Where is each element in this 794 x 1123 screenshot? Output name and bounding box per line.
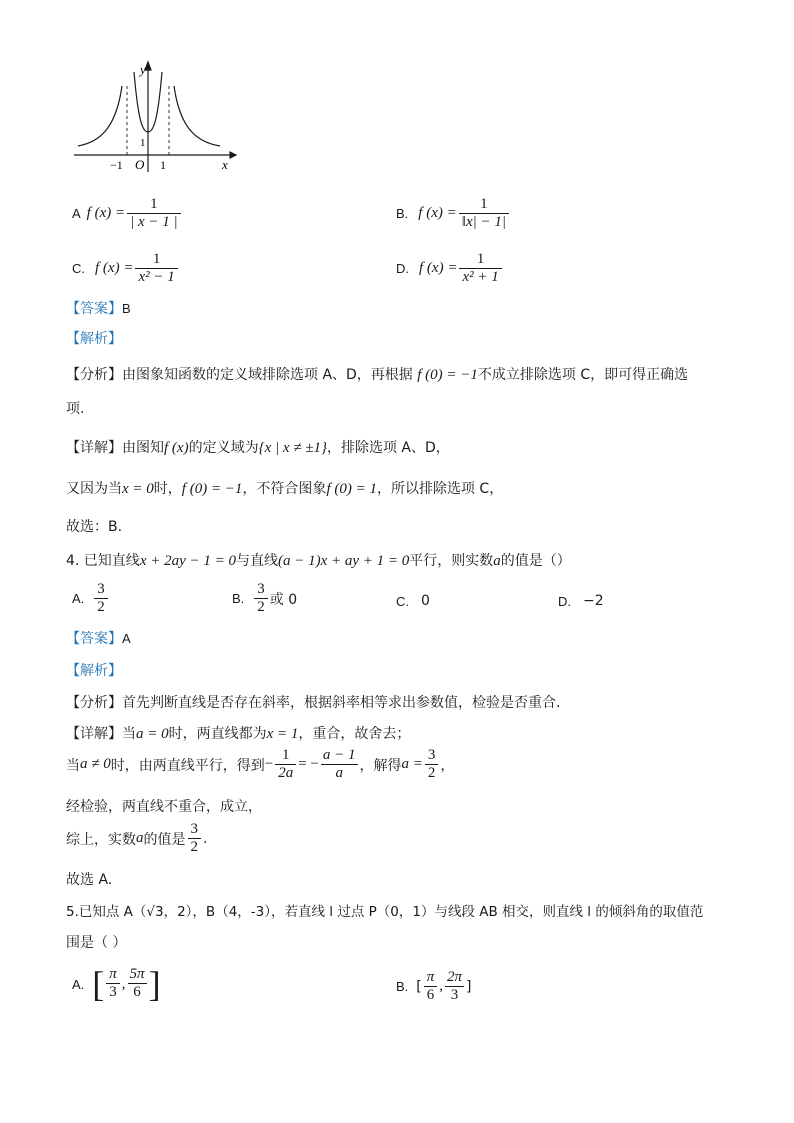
q5-opt-b-frac1: $\frac{\pi}{6}$ xyxy=(424,970,438,1004)
q3-option-d xyxy=(396,252,504,286)
q4-xj-2-frac3: $\frac{3}{2}$ xyxy=(425,748,439,782)
q3-option-c-frac: $\frac{1}{\text{x² − 1}}$ xyxy=(135,252,177,286)
q4-answer-line xyxy=(66,628,131,648)
q3-xj-2c: ，不符合图象 xyxy=(242,481,327,497)
q3-xj-1b: 的定义域为 xyxy=(188,440,259,456)
q3-option-c xyxy=(72,252,180,286)
q3-xj-1a: 由图知 xyxy=(122,440,164,456)
q3-option-b-func: f (x) = xyxy=(418,205,457,222)
q4-option-b xyxy=(232,582,297,616)
q4-opt-b-label: B. xyxy=(232,591,245,607)
q4-line2: (a − 1)x + ay + 1 = 0 xyxy=(278,553,410,569)
q4-xj-2-frac2: $\frac{a - 1}{a}$ xyxy=(322,747,356,781)
q3-fenxi-line-2: 项. xyxy=(66,401,85,417)
q4-xj-4a: 综上，实数 xyxy=(66,831,136,848)
q4-stem-c: 平行，则实数 xyxy=(409,553,494,569)
q4-fenxi-tag: 【分析】 xyxy=(66,695,122,711)
q5-opt-a-frac1: $\frac{\pi}{3}$ xyxy=(106,967,120,1001)
q5-stem-2: 围是（ ） xyxy=(66,935,127,951)
q4-opt-a-label: A. xyxy=(72,591,85,607)
q3-analysis-tag: 【解析】 xyxy=(66,331,122,347)
q4-fenxi: 首先判断直线是否存在斜率，根据斜率相等求出参数值，检验是否重合. xyxy=(122,695,561,711)
q5-opt-b-label: B. xyxy=(396,979,409,995)
q4-answer-tag: 【答案】 xyxy=(66,631,122,647)
q4-xiangjie-line-4 xyxy=(66,822,207,856)
q4-xj-2neg: − xyxy=(264,756,274,773)
q4-answer: A xyxy=(122,631,131,646)
q4-xiangjie-line-3: 经检验，两直线不重合，成立， xyxy=(66,799,262,815)
q4-xj-1m: a = 0 xyxy=(136,726,169,742)
q3-xj-2m1: x = 0 xyxy=(122,481,154,497)
q4-xj-4c: . xyxy=(203,830,208,847)
q4-xj-2m3: a = xyxy=(401,756,423,773)
q4-stem-b: 与直线 xyxy=(236,553,278,569)
q3-option-c-label: C. xyxy=(72,261,85,277)
y-tick-1: 1 xyxy=(140,137,146,149)
function-graph xyxy=(70,58,240,178)
q4-choose: 故选 A. xyxy=(66,872,113,888)
q5-opt-a-frac2: $\frac{5\pi}{6}$ xyxy=(129,966,145,1000)
q4-xj-1m2: x = 1 xyxy=(266,726,299,742)
q4-opt-c-val: 0 xyxy=(421,593,430,609)
q4-opt-d-label: D. xyxy=(558,593,571,609)
q3-option-a-func: f (x) = xyxy=(86,205,126,222)
q3-option-d-label: D. xyxy=(396,261,409,277)
q4-fenxi-line xyxy=(66,692,560,712)
q4-xiangjie-tag: 【详解】 xyxy=(66,726,122,742)
q4-xj-2eq: = − xyxy=(298,756,319,773)
q4-stem-d: 的值是（） xyxy=(500,553,571,569)
x-label: x xyxy=(222,157,228,172)
q3-xj-1math: f (x) xyxy=(164,440,189,456)
curve-right xyxy=(174,86,220,146)
q4-opt-a-frac: $\frac{3}{2}$ xyxy=(94,582,108,616)
q3-fenxi-tag: 【分析】 xyxy=(66,367,122,383)
q3-option-a-label: A xyxy=(72,206,81,222)
q3-xj-2b: 时， xyxy=(153,481,182,497)
q4-opt-c-label: C. xyxy=(396,593,409,609)
q4-xj-2m: a ≠ 0 xyxy=(80,756,111,773)
q3-fenxi-line xyxy=(66,364,688,384)
q4-option-a xyxy=(72,582,110,616)
q3-option-a xyxy=(72,197,183,231)
tick-neg1: −1 xyxy=(110,158,123,172)
q3-option-c-func: f (x) = xyxy=(95,260,134,277)
q4-opt-d-val: −2 xyxy=(583,593,604,609)
q3-choose: 故选：B. xyxy=(66,519,123,535)
q3-option-b-frac: $\frac{1}{‖x| - 1|}$ xyxy=(459,197,509,231)
y-axis-arrow xyxy=(145,62,151,70)
q4-opt-b-frac: $\frac{3}{2}$ xyxy=(254,582,268,616)
q3-xj-2a: 又因为当 xyxy=(66,481,122,497)
q3-option-b-label: B. xyxy=(396,206,409,222)
q3-fenxi-1: 由图象知函数的定义域排除选项 A、D，再根据 xyxy=(122,367,413,383)
q3-option-d-func: f (x) = xyxy=(419,260,458,277)
q4-stem-a: 4. 已知直线 xyxy=(66,553,140,569)
q5-opt-a-label: A. xyxy=(72,976,85,992)
q5-opt-b-frac2: $\frac{2\pi}{3}$ xyxy=(447,969,463,1003)
tick-pos1: 1 xyxy=(160,158,166,172)
q3-xj-2d: ，所以排除选项 C， xyxy=(376,481,504,497)
q4-line1: x + 2ay − 1 = 0 xyxy=(139,553,236,569)
x-axis-arrow xyxy=(230,152,236,158)
q3-xj-2m3: f (0) = 1 xyxy=(326,481,377,497)
q4-xj-4b: 的值是 xyxy=(143,831,186,848)
q4-var-a: a xyxy=(493,553,501,569)
q4-xj-1b: 时，两直线都为 xyxy=(168,726,267,742)
q4-xj-2a: 当 xyxy=(66,757,80,774)
q3-answer: B xyxy=(122,301,131,316)
q5-option-a: A. [ $\frac{\pi}{3}$ , $\frac{5\pi}{6}$ ] xyxy=(72,964,161,1004)
q4-xj-4m: a xyxy=(136,830,144,847)
q3-xj-2m2: f (0) = −1 xyxy=(181,481,243,497)
q4-xiangjie-line xyxy=(66,723,410,743)
origin-label: O xyxy=(135,157,145,172)
curve-left xyxy=(78,86,122,146)
q4-analysis-tag: 【解析】 xyxy=(66,663,122,679)
q3-option-b xyxy=(396,197,511,231)
q3-xiangjie-tag: 【详解】 xyxy=(66,440,122,456)
q5-stem-1: 5.已知点 A（√3，2），B（4，-3），若直线 l 过点 P（0，1）与线段 AB 相交，则直线 l 的倾斜角的取值范 xyxy=(66,904,704,920)
q3-answer-line xyxy=(66,298,131,318)
q4-xj-4-frac: $\frac{3}{2}$ xyxy=(188,822,202,856)
q3-option-d-frac: $\frac{1}{\text{x² + 1}}$ xyxy=(459,252,501,286)
q3-option-a-frac: $\frac{1}{| x - 1 |}$ xyxy=(127,197,181,231)
q4-xiangjie-line-2 xyxy=(66,748,454,782)
q3-xiangjie-line xyxy=(66,437,450,457)
q3-xj-1c: ，排除选项 A、D， xyxy=(326,440,450,456)
q4-xj-2d: ， xyxy=(440,757,455,774)
q4-xj-1a: 当 xyxy=(122,726,136,742)
q5-option-b: B. [ $\frac{\pi}{6}$ , $\frac{2\pi}{3}$ ] xyxy=(396,969,472,1003)
q4-xj-2c: ，解得 xyxy=(359,757,402,774)
q3-fenxi-2: 不成立排除选项 C，即可得正确选 xyxy=(477,367,689,383)
q4-xj-1c: ，重合，故舍去； xyxy=(298,726,411,742)
q4-option-c xyxy=(396,593,430,609)
q4-stem xyxy=(66,550,571,570)
q3-xiangjie-line-2 xyxy=(66,478,503,498)
q4-option-d xyxy=(558,593,604,609)
q4-opt-b-tail: 或 0 xyxy=(269,591,298,608)
q3-answer-tag: 【答案】 xyxy=(66,301,122,317)
q3-xj-1set: {x | x ≠ ±1} xyxy=(258,440,327,456)
y-label: y xyxy=(140,62,146,77)
q3-fenxi-math: f (0) = −1 xyxy=(417,367,478,383)
q4-xj-2b: 时，由两直线平行，得到 xyxy=(110,757,265,774)
q4-xj-2-frac1: $\frac{1}{2a}$ xyxy=(275,748,296,782)
